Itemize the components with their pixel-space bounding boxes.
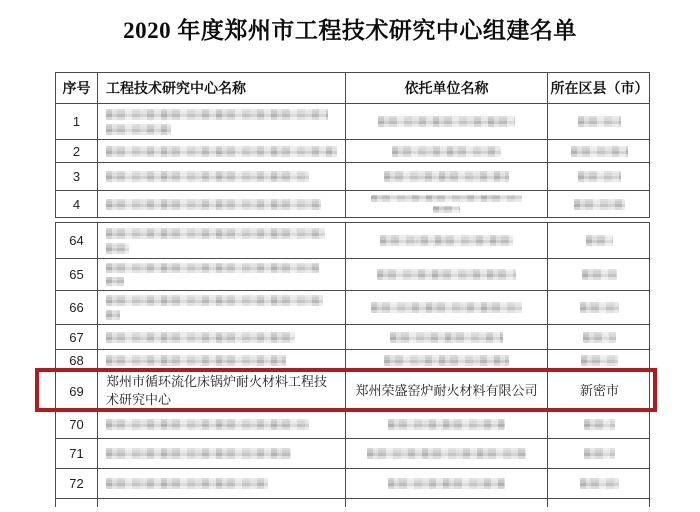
redacted-text: [583, 332, 616, 343]
district-cell: [548, 163, 651, 190]
redacted-text: [106, 310, 120, 321]
unit-cell: [346, 499, 548, 507]
name-cell: [98, 372, 346, 410]
district-cell: [548, 325, 651, 349]
unit-cell: [346, 411, 548, 438]
row-number-cell: [56, 163, 98, 190]
redacted-text: [580, 478, 618, 489]
row-number: 68: [69, 353, 84, 368]
district-cell: [548, 104, 651, 139]
name-cell: [98, 140, 346, 162]
table-section: [55, 222, 650, 507]
district-cell: [548, 291, 651, 324]
column-header: 依托单位名称: [346, 73, 548, 103]
name-cell: [98, 291, 346, 324]
row-number-cell: [56, 104, 98, 139]
redacted-text: [388, 478, 505, 489]
redacted-text: [106, 124, 171, 135]
redacted-text: [106, 109, 328, 120]
name-cell: [98, 223, 346, 258]
row-number-cell: [56, 411, 98, 438]
name-cell: [98, 499, 346, 507]
unit-cell: [346, 163, 548, 190]
name-cell: [98, 439, 346, 468]
name-cell: [98, 350, 346, 371]
redacted-text: [584, 419, 615, 430]
unit-cell: [346, 439, 548, 468]
row-number: 69: [69, 383, 84, 399]
row-number: 1: [72, 114, 81, 129]
name-cell: [98, 259, 346, 290]
district-cell: [548, 140, 651, 162]
district-cell: [548, 259, 651, 290]
redacted-text: [106, 478, 268, 489]
table-row: [56, 372, 649, 411]
row-number-cell: [56, 223, 98, 258]
redacted-text: [581, 355, 617, 366]
unit-cell: [346, 223, 548, 258]
table-row: [56, 469, 649, 499]
row-number-cell: [56, 259, 98, 290]
redacted-text: [371, 195, 522, 202]
redacted-text: [106, 199, 321, 210]
table-row: [56, 291, 649, 325]
table-row: [56, 259, 649, 291]
redacted-text: [377, 269, 517, 280]
name-cell: [98, 411, 346, 438]
redacted-text: [582, 269, 617, 280]
table-row: [56, 191, 649, 217]
redacted-text: [106, 419, 309, 430]
unit-cell: [346, 469, 548, 498]
column-header: 所在区县（市）: [550, 80, 649, 96]
row-number-cell: [56, 191, 98, 217]
redacted-text: [384, 355, 509, 366]
name-cell: [98, 469, 346, 498]
row-number: 2: [72, 143, 81, 159]
table-row: [56, 325, 649, 350]
redacted-text: [571, 146, 627, 157]
table-header-row: [56, 73, 649, 104]
name-cell: [98, 325, 346, 349]
redacted-text: [578, 171, 622, 182]
row-number-cell: [56, 469, 98, 498]
redacted-text: [378, 116, 514, 127]
row-number: 3: [72, 169, 81, 184]
redacted-text: [106, 171, 309, 182]
redacted-text: [574, 199, 624, 210]
redacted-text: [580, 302, 618, 313]
row-number: 64: [69, 233, 84, 248]
district-cell: [548, 499, 651, 507]
row-number: 65: [69, 267, 84, 282]
unit-cell: [346, 350, 548, 371]
district-cell: [548, 372, 651, 410]
district-cell: [548, 191, 651, 217]
redacted-text: [371, 302, 522, 313]
district-text: 新密市: [579, 383, 619, 399]
results-table: [55, 72, 650, 507]
name-text: 郑州市循环流化床锅炉耐火材料工程技术研究中心: [106, 374, 328, 407]
table-section: [55, 72, 650, 218]
row-number: 72: [69, 476, 84, 491]
district-cell: [548, 411, 651, 438]
row-number: 66: [69, 300, 84, 315]
page-title: 2020 年度郑州市工程技术研究中心组建名单: [123, 18, 577, 43]
table-row: [56, 350, 649, 372]
row-number-cell: [56, 439, 98, 468]
row-number-cell: [56, 372, 98, 410]
column-header: 序号: [56, 73, 98, 103]
district-cell: [548, 223, 651, 258]
name-cell: [98, 163, 346, 190]
redacted-text: [433, 206, 459, 213]
district-cell: [548, 469, 651, 498]
row-number-cell: [56, 325, 98, 349]
row-number-cell: [56, 350, 98, 371]
row-number: 67: [69, 329, 84, 345]
district-cell: [548, 439, 651, 468]
name-cell: [98, 191, 346, 217]
redacted-text: [106, 263, 319, 273]
redacted-text: [578, 116, 622, 127]
redacted-text: [584, 448, 615, 459]
row-number-cell: [56, 291, 98, 324]
table-row: [56, 411, 649, 439]
unit-cell: [346, 140, 548, 162]
redacted-text: [106, 228, 325, 239]
row-number: 71: [69, 446, 84, 461]
redacted-text: [390, 332, 503, 343]
redacted-text: [392, 146, 502, 157]
unit-cell: [346, 259, 548, 290]
unit-cell: [346, 291, 548, 324]
table-row: [56, 163, 649, 191]
redacted-text: [106, 146, 337, 157]
row-number-cell: [56, 140, 98, 162]
unit-cell: [346, 191, 548, 217]
redacted-text: [586, 235, 613, 246]
table-row: [56, 223, 649, 259]
table-row-partial: [56, 499, 649, 507]
table-row: [56, 439, 649, 469]
redacted-text: [106, 332, 295, 343]
name-cell: [98, 104, 346, 139]
redacted-text: [106, 448, 291, 459]
unit-cell: [346, 372, 548, 410]
row-number: 4: [72, 196, 81, 212]
redacted-text: [367, 448, 526, 459]
column-header: 工程技术研究中心名称: [98, 73, 346, 103]
row-number-cell: [56, 499, 98, 507]
redacted-text: [106, 355, 286, 366]
redacted-text: [106, 295, 323, 306]
district-cell: [548, 350, 651, 371]
row-number: 70: [69, 417, 84, 432]
redacted-text: [106, 277, 124, 287]
unit-cell: [346, 104, 548, 139]
redacted-text: [384, 171, 509, 182]
redacted-text: [106, 243, 129, 254]
redacted-text: [380, 235, 512, 246]
unit-text: 郑州荣盛窑炉耐火材料有限公司: [355, 383, 538, 399]
redacted-text: [388, 419, 505, 430]
table-row: [56, 104, 649, 140]
unit-cell: [346, 325, 548, 349]
table-row: [56, 140, 649, 163]
